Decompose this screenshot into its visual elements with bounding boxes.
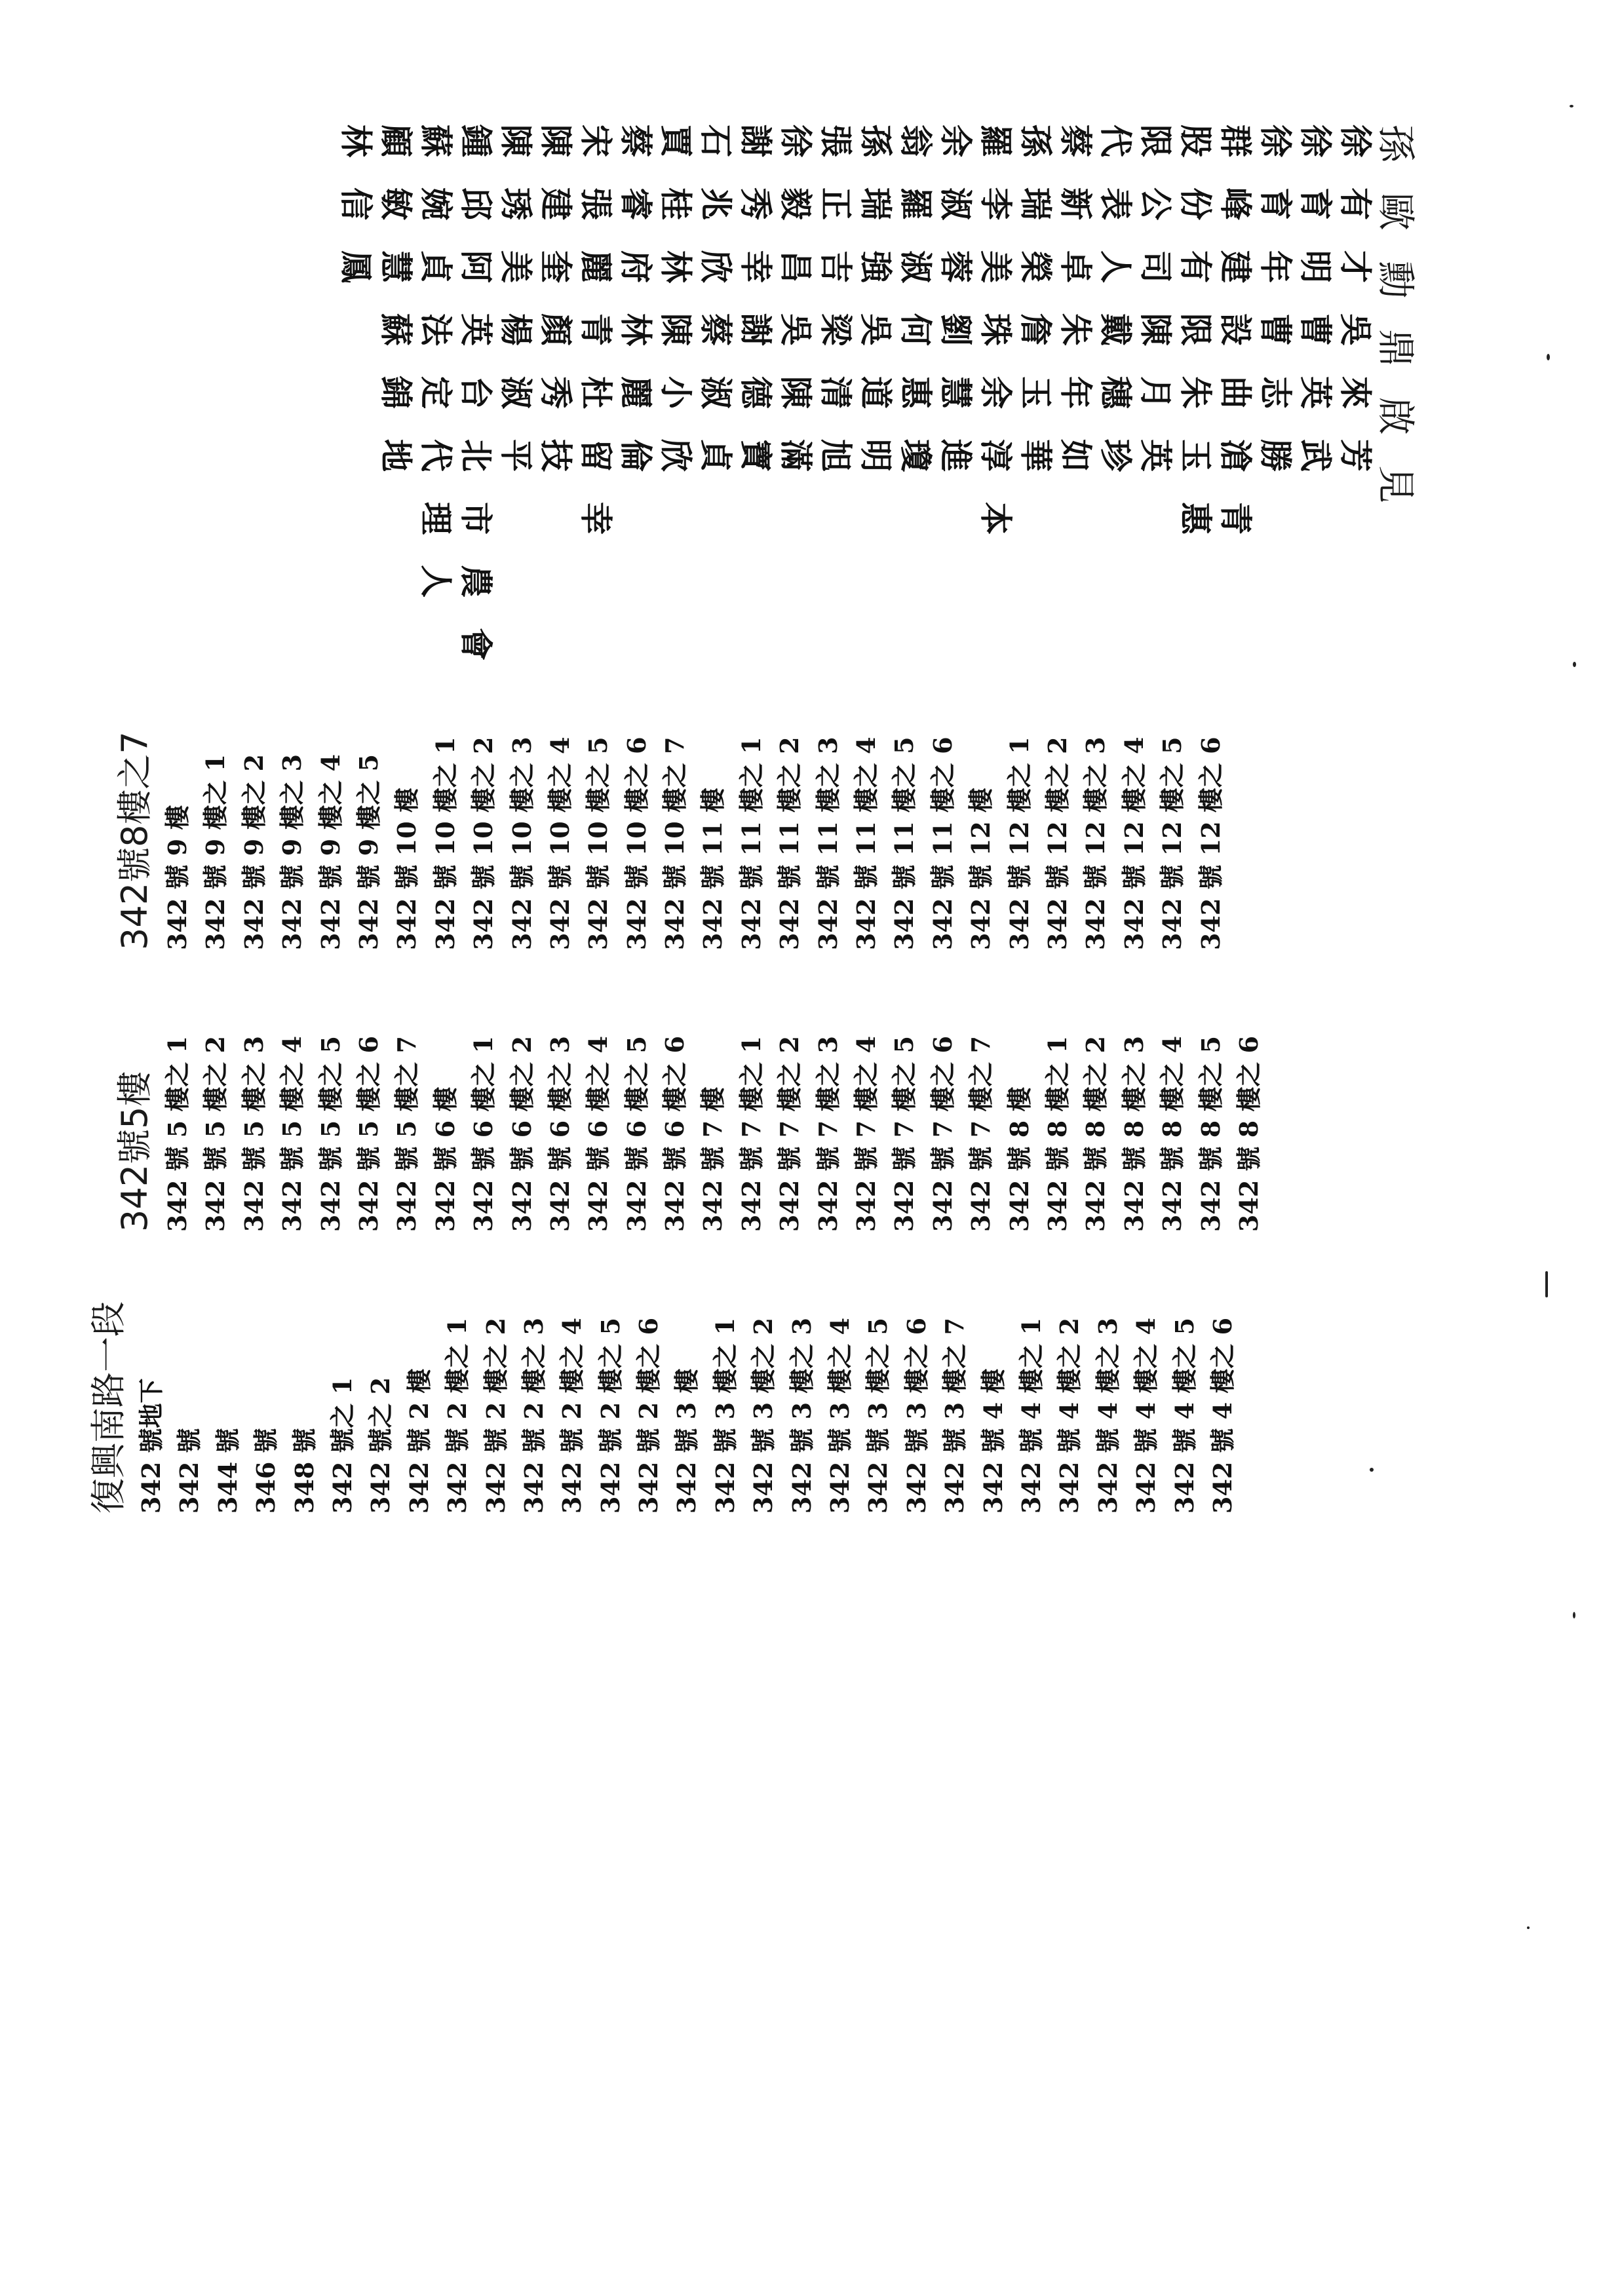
address-row: 342 號 4 樓之 2 [1054, 1317, 1085, 1514]
address-column-title: 復興南路一段 [88, 1301, 129, 1514]
address-row: 342 號 7 樓 [698, 1086, 728, 1232]
address-row: 342 號 12 樓之 4 [1119, 737, 1149, 950]
owner-name-row: 陳琇美楊淑平 [497, 124, 535, 502]
address-row: 342 號 9 樓之 3 [277, 754, 307, 950]
address-row: 342 號 12 樓之 5 [1157, 737, 1187, 950]
address-row: 342 號 6 樓之 5 [621, 1035, 651, 1232]
address-row: 342 號 7 樓之 2 [775, 1035, 805, 1232]
address-row: 342 號 12 樓之 6 [1195, 737, 1225, 950]
address-row: 342 號 2 樓之 6 [634, 1317, 664, 1514]
address-row: 342 號 2 樓之 4 [557, 1317, 587, 1514]
address-row: 342 號 7 樓之 4 [851, 1035, 881, 1232]
address-row: 342 號 [174, 1428, 204, 1514]
address-row: 342 號 8 樓之 4 [1157, 1035, 1187, 1232]
owner-name-row: 徐育明曹英武 [1296, 124, 1335, 502]
address-row: 342 號 3 樓之 5 [863, 1317, 893, 1514]
address-row: 342 號 8 樓之 1 [1042, 1035, 1072, 1232]
owner-name-row: 林信鳳 [337, 124, 376, 313]
owner-name-row: 張正吉梁清旭 [817, 124, 855, 502]
address-row: 342 號 7 樓之 7 [966, 1035, 996, 1232]
address-row: 342 號 5 樓之 7 [392, 1035, 422, 1232]
address-column-2 [111, 957, 1268, 1232]
address-row: 342 號之 1 [327, 1377, 357, 1514]
address-row: 342 號 2 樓之 5 [595, 1317, 625, 1514]
address-row: 342 號 2 樓之 2 [480, 1317, 511, 1514]
address-row: 342 號 10 樓 [392, 788, 422, 950]
address-row: 342 號 6 樓之 2 [507, 1035, 537, 1232]
address-row: 342 號 9 樓之 5 [353, 754, 383, 950]
address-row: 342 號 9 樓之 1 [201, 754, 231, 950]
owner-name-row: 謝秀幸謝德寶 [737, 124, 775, 502]
address-row: 342 號 10 樓之 6 [621, 737, 651, 950]
address-row: 342 號 11 樓之 2 [775, 737, 805, 950]
owner-name-row: 徐毅昌吳陳滿 [777, 124, 815, 502]
address-row: 342 號 10 樓之 2 [469, 737, 499, 950]
address-row: 342 號 11 樓之 4 [851, 737, 881, 950]
address-row: 342 號 2 樓之 3 [518, 1317, 549, 1514]
scan-speck [1370, 1468, 1374, 1472]
address-row: 342 號 2 樓 [404, 1368, 434, 1514]
scan-speck [1545, 1271, 1548, 1297]
address-row: 342 號 10 樓之 3 [507, 737, 537, 950]
address-row: 344 號 [212, 1428, 242, 1514]
address-row: 348 號 [289, 1428, 319, 1514]
owner-name-row: 陳建奎顏秀技 [537, 124, 575, 502]
address-row: 342 號 11 樓之 6 [927, 737, 957, 950]
owner-name-row: 宋張麗青杜留幸 [577, 124, 615, 565]
address-row: 342 號 4 樓 [978, 1368, 1008, 1514]
owner-name-row: 限公司陳月英 [1136, 124, 1175, 502]
address-row: 342 號 3 樓之 1 [710, 1317, 740, 1514]
address-row: 342 號 4 樓之 4 [1131, 1317, 1161, 1514]
owner-name-row: 蔡睿府林麗倫 [617, 124, 655, 502]
address-row: 342 號 9 樓之 2 [239, 754, 269, 950]
address-row: 342 號 8 樓之 5 [1195, 1035, 1225, 1232]
scan-speck [1570, 105, 1573, 107]
address-row: 342 號 6 樓之 3 [545, 1035, 575, 1232]
address-row: 342 號 11 樓之 1 [736, 737, 766, 950]
address-column-title: 342號5樓 [114, 1071, 155, 1232]
address-row: 342 號 6 樓之 1 [469, 1035, 499, 1232]
address-row: 342 號 9 樓之 4 [315, 754, 345, 950]
address-row: 342 號 8 樓之 6 [1233, 1035, 1263, 1232]
address-row: 342 號 11 樓之 3 [813, 737, 843, 950]
address-row: 342 號 3 樓之 2 [748, 1317, 779, 1514]
address-row: 342 號 3 樓 [672, 1368, 702, 1514]
owner-name-row: 徐有才吳來芳 [1336, 124, 1375, 502]
address-rows [159, 957, 1268, 1232]
address-row: 342 號 7 樓之 6 [927, 1035, 957, 1232]
owner-name-row: 蔡新卓朱年如 [1056, 124, 1095, 502]
address-row: 342 號 5 樓之 5 [315, 1035, 345, 1232]
address-row: 342 號 12 樓 [966, 788, 996, 950]
address-row: 342 號 5 樓之 6 [353, 1035, 383, 1232]
owner-name-row: 孫瑞榮詹玉華 [1016, 124, 1055, 502]
address-rows [132, 1238, 1242, 1514]
owner-name-row: 翁羅淑何惠瓊 [897, 124, 935, 502]
address-column-3 [111, 675, 1230, 950]
address-row: 342 號 3 樓之 7 [940, 1317, 970, 1514]
owner-name-row: 股份有限朱玉惠 [1176, 124, 1215, 565]
address-row: 342 號 8 樓 [1004, 1086, 1034, 1232]
address-row: 342 號 10 樓之 5 [583, 737, 613, 950]
address-row: 342 號 6 樓之 4 [583, 1035, 613, 1232]
address-row: 342 號 11 樓之 5 [889, 737, 919, 950]
address-row: 342 號 8 樓之 3 [1119, 1035, 1149, 1232]
owner-name-row: 賈桂林陳小欣 [657, 124, 695, 502]
address-column-1 [85, 1238, 1242, 1514]
address-row: 342 號 4 樓之 5 [1169, 1317, 1199, 1514]
address-row: 342 號 6 樓 [430, 1086, 460, 1232]
address-row: 342 號 12 樓之 2 [1042, 737, 1072, 950]
address-row: 342 號之 2 [366, 1377, 396, 1514]
address-row: 342 號 12 樓之 1 [1004, 737, 1034, 950]
address-row: 342 號 3 樓之 3 [786, 1317, 817, 1514]
address-row: 342 號 12 樓之 3 [1081, 737, 1111, 950]
address-row: 342 號 10 樓之 7 [660, 737, 690, 950]
address-row: 342 號 5 樓之 4 [277, 1035, 307, 1232]
owner-name-row: 鍾邱阿英台北市農會 [457, 124, 495, 691]
owner-names-list [216, 124, 1418, 691]
address-row: 342 號 5 樓之 1 [163, 1035, 192, 1232]
address-row: 342 號 8 樓之 2 [1081, 1035, 1111, 1232]
address-row: 342 號 7 樓之 3 [813, 1035, 843, 1232]
address-row: 342 號 4 樓之 6 [1207, 1317, 1237, 1514]
owner-name-row: 蘇婉貞法定代理人 [417, 124, 455, 628]
address-row: 342 號 4 樓之 3 [1092, 1317, 1123, 1514]
address-row: 342 號 7 樓之 5 [889, 1035, 919, 1232]
address-row: 342 號 3 樓之 4 [825, 1317, 855, 1514]
address-row: 342 號 4 樓之 1 [1016, 1317, 1046, 1514]
address-column-title: 342號8樓之7 [114, 731, 155, 950]
address-row: 342 號 10 樓之 1 [430, 737, 460, 950]
owner-name-row: 顧敏慧蘇錦地 [377, 124, 415, 502]
owner-name-row: 徐育年曹志勝 [1256, 124, 1295, 502]
address-row: 342 號 6 樓之 6 [660, 1035, 690, 1232]
address-rows [159, 675, 1230, 950]
address-row: 342 號 11 樓 [698, 788, 728, 950]
owner-name-row: 孫瑞強吳道明 [857, 124, 895, 502]
address-row: 342 號 5 樓之 2 [201, 1035, 231, 1232]
address-row: 342 號 3 樓之 6 [901, 1317, 931, 1514]
scan-speck [1547, 354, 1550, 360]
scan-speck [1573, 662, 1576, 667]
owner-name-row: 石兆欣蔡淑貞 [697, 124, 735, 502]
address-row: 342 號 9 樓 [163, 805, 192, 950]
address-row: 342 號 10 樓之 4 [545, 737, 575, 950]
owner-name-row: 孫歐勳鼎啟見 [1374, 124, 1418, 534]
scan-speck [1527, 1926, 1530, 1929]
owner-name-row: 群峰建設曲滄青 [1216, 124, 1255, 565]
address-row: 342 號 2 樓之 1 [442, 1317, 473, 1514]
address-row: 342 號地下 [136, 1378, 166, 1514]
owner-name-row: 代表人戴穗珍 [1096, 124, 1135, 502]
scan-speck [1573, 1612, 1575, 1618]
address-row: 342 號 7 樓之 1 [736, 1035, 766, 1232]
address-row: 342 號 5 樓之 3 [239, 1035, 269, 1232]
address-row: 346 號 [251, 1428, 281, 1514]
owner-name-row: 羅李美珠余淳本 [976, 124, 1015, 565]
owner-name-row: 余淑蓉劉慧進 [936, 124, 975, 502]
